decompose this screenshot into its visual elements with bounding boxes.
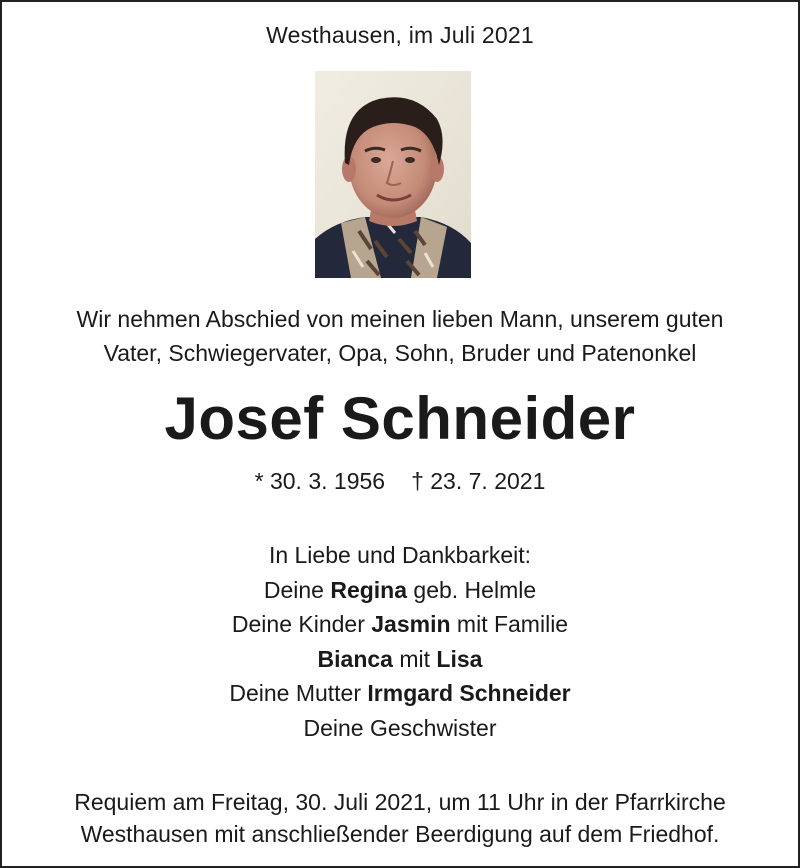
mourners-heading: In Liebe und Dankbarkeit: (268, 542, 532, 568)
mourner-siblings: Deine Geschwister (303, 714, 497, 741)
death-date: † 23. 7. 2021 (411, 468, 546, 494)
children-suffix: mit Familie (450, 611, 569, 637)
child-2-name: Bianca (317, 645, 393, 672)
farewell-intro (2, 302, 798, 370)
mourner-child-2 (2, 642, 798, 677)
mourner-wife (2, 573, 798, 608)
mourner-children (2, 607, 798, 642)
deceased-name: Josef Schneider (164, 385, 636, 452)
service-line-2: Westhausen mit anschließender Beerdigung auf dem Friedhof. (80, 821, 720, 847)
intro-line-2: Vater, Schwiegervater, Opa, Sohn, Bruder und Patenonkel (103, 340, 697, 366)
portrait-photo (315, 71, 471, 278)
mourner-mother (2, 676, 798, 711)
wife-name: Regina (330, 576, 408, 603)
wife-suffix: geb. Helmle (407, 576, 537, 603)
intro-line-1: Wir nehmen Abschied von meinen lieben Mann, unserem guten (76, 306, 724, 332)
wife-prefix: Deine (263, 576, 331, 603)
birth-date: * 30. 3. 1956 (254, 468, 386, 494)
service-line-1: Requiem am Freitag, 30. Juli 2021, um 11 Uhr in der Pfarrkirche (74, 789, 726, 815)
mourners-list (2, 538, 798, 745)
mother-prefix: Deine Mutter (229, 680, 368, 706)
children-prefix: Deine Kinder (231, 611, 372, 637)
life-dates (2, 468, 798, 495)
child-1-name: Jasmin (371, 611, 451, 637)
place-date: Westhausen, im Juli 2021 (266, 22, 534, 48)
grandchild-name: Lisa (436, 645, 483, 672)
child-2-connector: mit (392, 645, 437, 672)
service-info (2, 786, 798, 850)
mother-name: Irmgard Schneider (367, 680, 571, 706)
